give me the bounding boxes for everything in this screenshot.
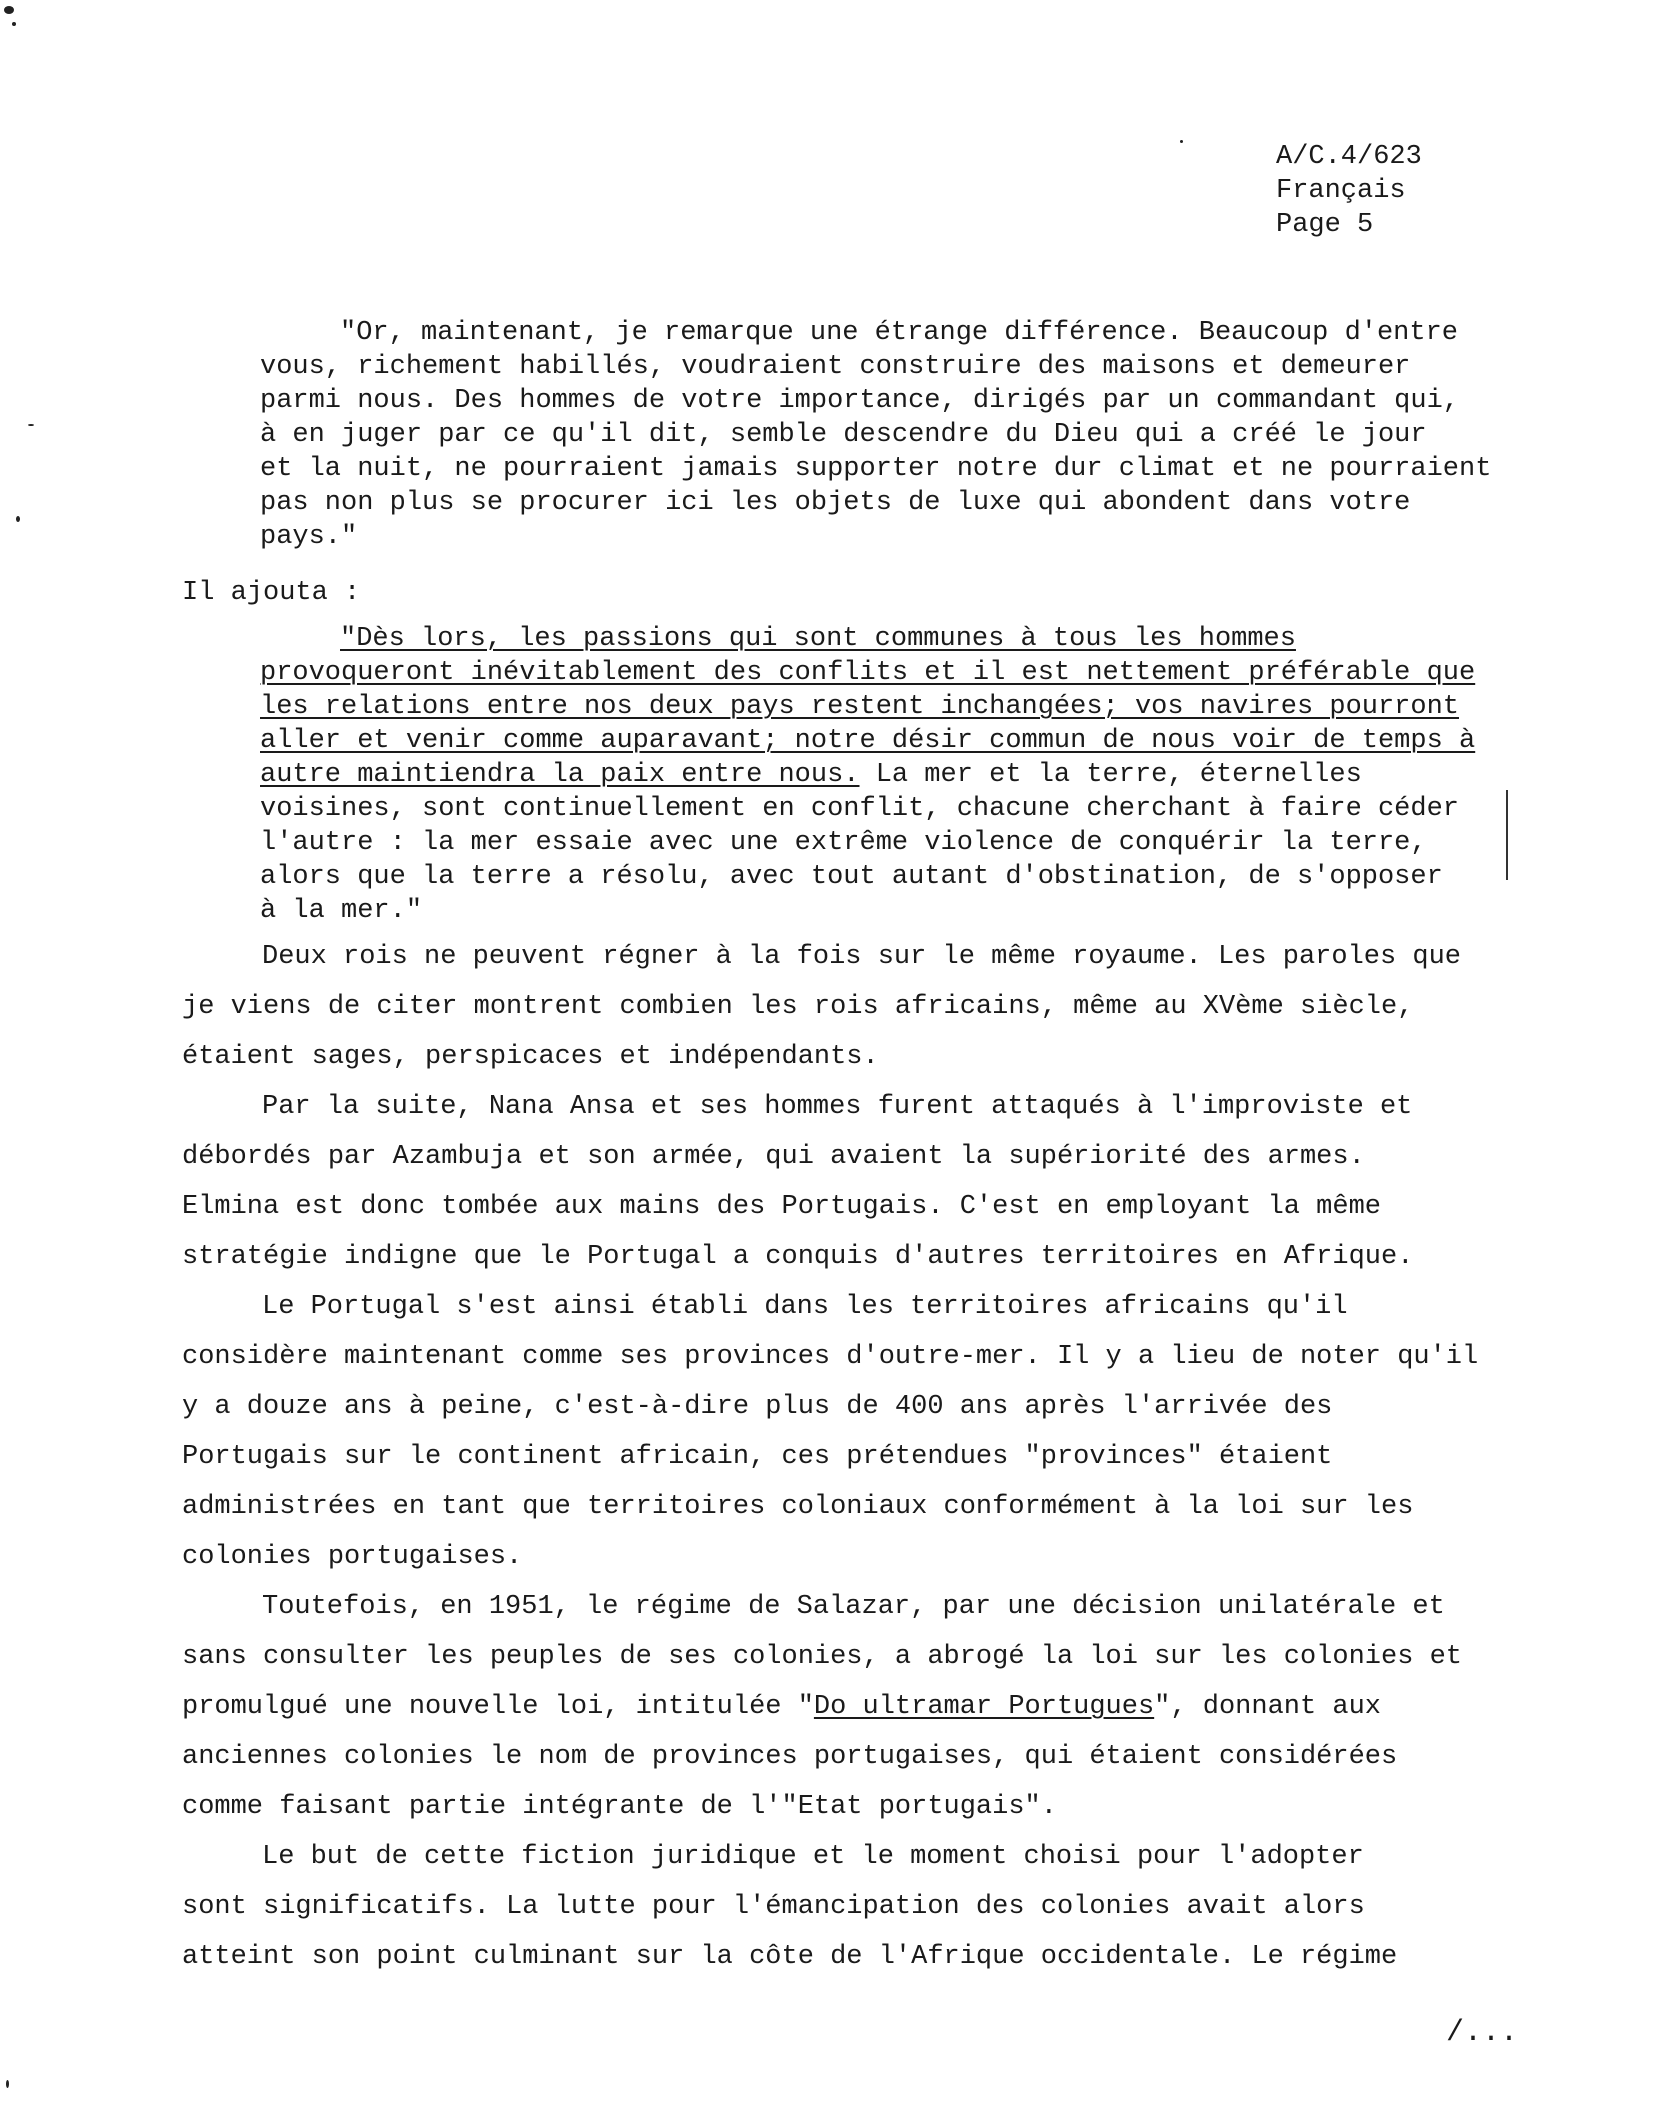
para3-line: colonies portugaises. xyxy=(182,1542,523,1572)
quote2-line: l'autre : la mer essaie avec une extrême violence de conquérir la terre, xyxy=(260,828,1427,858)
para4-line: comme faisant partie intégrante de l'"Etat portugais". xyxy=(182,1792,1057,1822)
para4-fragment: promulgué une nouvelle loi, intitulée " xyxy=(182,1692,814,1722)
quote1-line: pays." xyxy=(260,522,358,552)
document-language: Français xyxy=(1276,176,1406,206)
quote2-line: voisines, sont continuellement en conflit, chacune cherchant à faire céder xyxy=(260,794,1459,824)
scan-speck xyxy=(1180,140,1183,143)
quote2-fragment: La mer et la terre, éternelles xyxy=(859,760,1362,790)
quote2-line-mixed xyxy=(260,760,1362,790)
quote2-line-underlined: aller et venir comme auparavant; notre désir commun de nous voir de temps à xyxy=(260,726,1476,756)
document-header xyxy=(1276,140,1422,242)
para3-line: Le Portugal s'est ainsi établi dans les territoires africains qu'il xyxy=(262,1292,1348,1322)
para2-line: Par la suite, Nana Ansa et ses hommes furent attaqués à l'improviste et xyxy=(262,1092,1413,1122)
para3-line: administrées en tant que territoires coloniaux conformément à la loi sur les xyxy=(182,1492,1414,1522)
scan-speck xyxy=(6,2080,9,2088)
para4-fragment: ", donnant aux xyxy=(1154,1692,1382,1722)
para1-line: étaient sages, perspicaces et indépendants. xyxy=(182,1042,879,1072)
para5-line: atteint son point culminant sur la côte de l'Afrique occidentale. Le régime xyxy=(182,1942,1398,1972)
quote2-line: à la mer." xyxy=(260,896,423,926)
para4-line xyxy=(182,1692,1381,1722)
page-number: Page 5 xyxy=(1276,210,1374,240)
law-title: Do ultramar Portugues xyxy=(813,1692,1155,1722)
quote2-line-underlined: "Dès lors, les passions qui sont communes à tous les hommes xyxy=(340,624,1296,654)
para3-line: considère maintenant comme ses provinces d'outre-mer. Il y a lieu de noter qu'il xyxy=(182,1342,1479,1372)
scan-speck xyxy=(16,516,20,522)
quote2-underlined-fragment: autre maintiendra la paix entre nous. xyxy=(260,760,860,790)
para1-line: je viens de citer montrent combien les rois africains, même au XVème siècle, xyxy=(182,992,1414,1022)
scan-speck xyxy=(28,424,34,426)
para2-line: Elmina est donc tombée aux mains des Portugais. C'est en employant la même xyxy=(182,1192,1381,1222)
document-symbol: A/C.4/623 xyxy=(1276,142,1422,172)
para2-line: débordés par Azambuja et son armée, qui avaient la supériorité des armes. xyxy=(182,1142,1365,1172)
continuation-mark: /... xyxy=(1446,2016,1519,2050)
quote2-line-underlined: provoqueront inévitablement des conflits et il est nettement préférable que xyxy=(260,658,1476,688)
scan-speck xyxy=(12,22,16,26)
para1-line: Deux rois ne peuvent régner à la fois sur le même royaume. Les paroles que xyxy=(262,942,1461,972)
quote1-line: vous, richement habillés, voudraient construire des maisons et demeurer xyxy=(260,352,1411,382)
intro-line: Il ajouta : xyxy=(182,578,361,608)
margin-mark xyxy=(1500,790,1508,880)
para4-line: Toutefois, en 1951, le régime de Salazar, par une décision unilatérale et xyxy=(262,1592,1445,1622)
para4-line: sans consulter les peuples de ses colonies, a abrogé la loi sur les colonies et xyxy=(182,1642,1463,1672)
para3-line: Portugais sur le continent africain, ces prétendues "provinces" étaient xyxy=(182,1442,1333,1472)
quote1-line: parmi nous. Des hommes de votre importance, dirigés par un commandant qui, xyxy=(260,386,1459,416)
quote1-line: pas non plus se procurer ici les objets de luxe qui abondent dans votre xyxy=(260,488,1411,518)
quote2-line-underlined: les relations entre nos deux pays restent inchangées; vos navires pourront xyxy=(260,692,1459,722)
para5-line: sont significatifs. La lutte pour l'émancipation des colonies avait alors xyxy=(182,1892,1365,1922)
quote1-line: "Or, maintenant, je remarque une étrange différence. Beaucoup d'entre xyxy=(340,318,1458,348)
para2-line: stratégie indigne que le Portugal a conquis d'autres territoires en Afrique. xyxy=(182,1242,1414,1272)
para3-line: y a douze ans à peine, c'est-à-dire plus de 400 ans après l'arrivée des xyxy=(182,1392,1333,1422)
scan-speck xyxy=(4,6,14,14)
quote1-line: à en juger par ce qu'il dit, semble descendre du Dieu qui a créé le jour xyxy=(260,420,1427,450)
quote1-line: et la nuit, ne pourraient jamais supporter notre dur climat et ne pourraient xyxy=(260,454,1492,484)
para4-line: anciennes colonies le nom de provinces portugaises, qui étaient considérées xyxy=(182,1742,1398,1772)
para5-line: Le but de cette fiction juridique et le moment choisi pour l'adopter xyxy=(262,1842,1364,1872)
quote2-line: alors que la terre a résolu, avec tout autant d'obstination, de s'opposer xyxy=(260,862,1443,892)
